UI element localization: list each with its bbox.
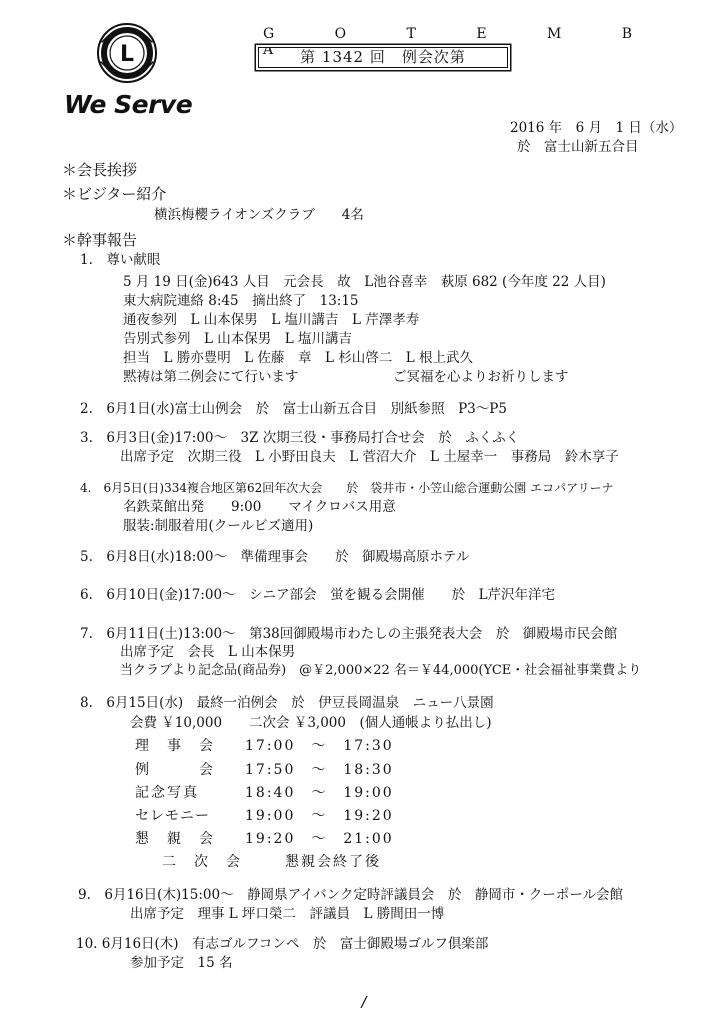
item-4-head: 4. 6月5日(日)334複合地区第62回年次大会 於 袋井市・小笠山総合運動公園 エコパアリーナ — [80, 481, 614, 495]
item-1-line: 通夜参列 L 山本保男 L 塩川講吉 L 芹澤孝寿 — [123, 312, 420, 328]
schedule-label: 懇 親 会 — [135, 831, 215, 847]
meeting-title: 第 1342 回 例会次第 — [300, 48, 466, 66]
item-4-line: 名鉄菜館出発 9:00 マイクロバス用意 — [123, 499, 396, 515]
item-1-line: 5 月 19 日(金)643 人目 元会長 故 L池谷喜幸 萩原 682 (今年度 22 人目) — [123, 274, 606, 290]
schedule-time: 17:50 ～ 18:30 — [245, 762, 394, 778]
page-mark-icon — [358, 994, 370, 1010]
item-6-head: 6. 6月10日(金)17:00～ シニア部会 蛍を観る会開催 於 L芹沢年洋宅 — [80, 587, 556, 603]
item-1-line: 告別式参列 L 山本保男 L 塩川講吉 — [123, 331, 353, 347]
section-greeting: ＊会長挨拶 — [62, 161, 138, 179]
item-5-head: 5. 6月8日(水)18:00～ 準備理事会 於 御殿場高原ホテル — [80, 549, 470, 565]
item-9-line: 出席予定 理事 L 坪口榮二 評議員 L 勝間田一博 — [130, 906, 445, 922]
schedule-time: 18:40 ～ 19:00 — [245, 785, 394, 801]
item-8-line: 会費 ￥10,000 二次会 ￥3,000 (個人通帳より払出し) — [130, 715, 492, 731]
item-4-line: 服装:制服着用(クールビズ適用) — [123, 518, 314, 534]
item-1-head: 1. 尊い献眼 — [80, 252, 161, 268]
schedule-time: 懇親会終了後 — [285, 854, 381, 870]
we-serve-motto: We Serve — [64, 90, 193, 119]
logo-letter: L — [119, 42, 135, 67]
item-7-line: 当クラブより記念品(商品券) @￥2,000×22 名＝￥44,000(YCE・社会福祉事業費より — [120, 663, 642, 678]
item-10-line: 参加予定 15 名 — [130, 955, 233, 971]
item-1-line: 担当 L 勝亦豊明 L 佐藤 章 L 杉山啓二 L 根上武久 — [123, 350, 474, 366]
schedule-time: 19:20 ～ 21:00 — [245, 831, 394, 847]
schedule-time: 19:00 ～ 19:20 — [245, 808, 394, 824]
item-7-head: 7. 6月11日(土)13:00～ 第38回御殿場市わたしの主張発表大会 於 御殿場市民会館 — [80, 626, 618, 642]
item-1-line: 東大病院連絡 8:45 摘出終了 13:15 — [123, 293, 359, 309]
meeting-title-box — [258, 47, 508, 68]
schedule-label: 二 次 会 — [162, 854, 242, 870]
item-8-head: 8. 6月15日(水) 最終一泊例会 於 伊豆長岡温泉 ニュー八景園 — [80, 695, 494, 711]
meeting-date: 2016 年 6 月 1 日（水） — [510, 120, 683, 136]
schedule-label: 例 会 — [135, 762, 215, 778]
section-report: ＊幹事報告 — [62, 231, 138, 249]
schedule-label: セレモニー — [135, 808, 210, 824]
item-7-line: 出席予定 会長 L 山本保男 — [120, 644, 296, 660]
lions-club-emblem-icon — [96, 22, 158, 84]
schedule-time: 17:00 ～ 17:30 — [245, 738, 394, 754]
item-10-head: 10. 6月16日(木) 有志ゴルフコンペ 於 富士御殿場ゴルフ倶楽部 — [76, 936, 489, 952]
item-2-head: 2. 6月1日(水)富士山例会 於 富士山新五合目 別紙参照 P3～P5 — [80, 401, 507, 417]
schedule-label: 理 事 会 — [135, 738, 215, 754]
section-visitors: ＊ビジター紹介 — [62, 185, 167, 203]
item-3-line: 出席予定 次期三役 L 小野田良夫 L 菅沼大介 L 土屋幸一 事務局 鈴木享子 — [120, 449, 619, 465]
meeting-venue: 於 富士山新五合目 — [517, 139, 639, 155]
schedule-label: 記念写真 — [135, 785, 199, 801]
item-3-head: 3. 6月3日(金)17:00～ 3Z 次期三役・事務局打合せ会 於 ふくふく — [80, 430, 520, 446]
club-title: G O T E M B A — [263, 26, 661, 58]
item-9-head: 9. 6月16日(木)15:00～ 静岡県アイバンク定時評議員会 於 静岡市・クーポール会館 — [78, 887, 624, 903]
visitor-detail: 横浜梅櫻ライオンズクラブ 4名 — [154, 207, 364, 223]
item-1-line: 黙祷は第二例会にて行います ご冥福を心よりお祈りします — [123, 369, 569, 385]
